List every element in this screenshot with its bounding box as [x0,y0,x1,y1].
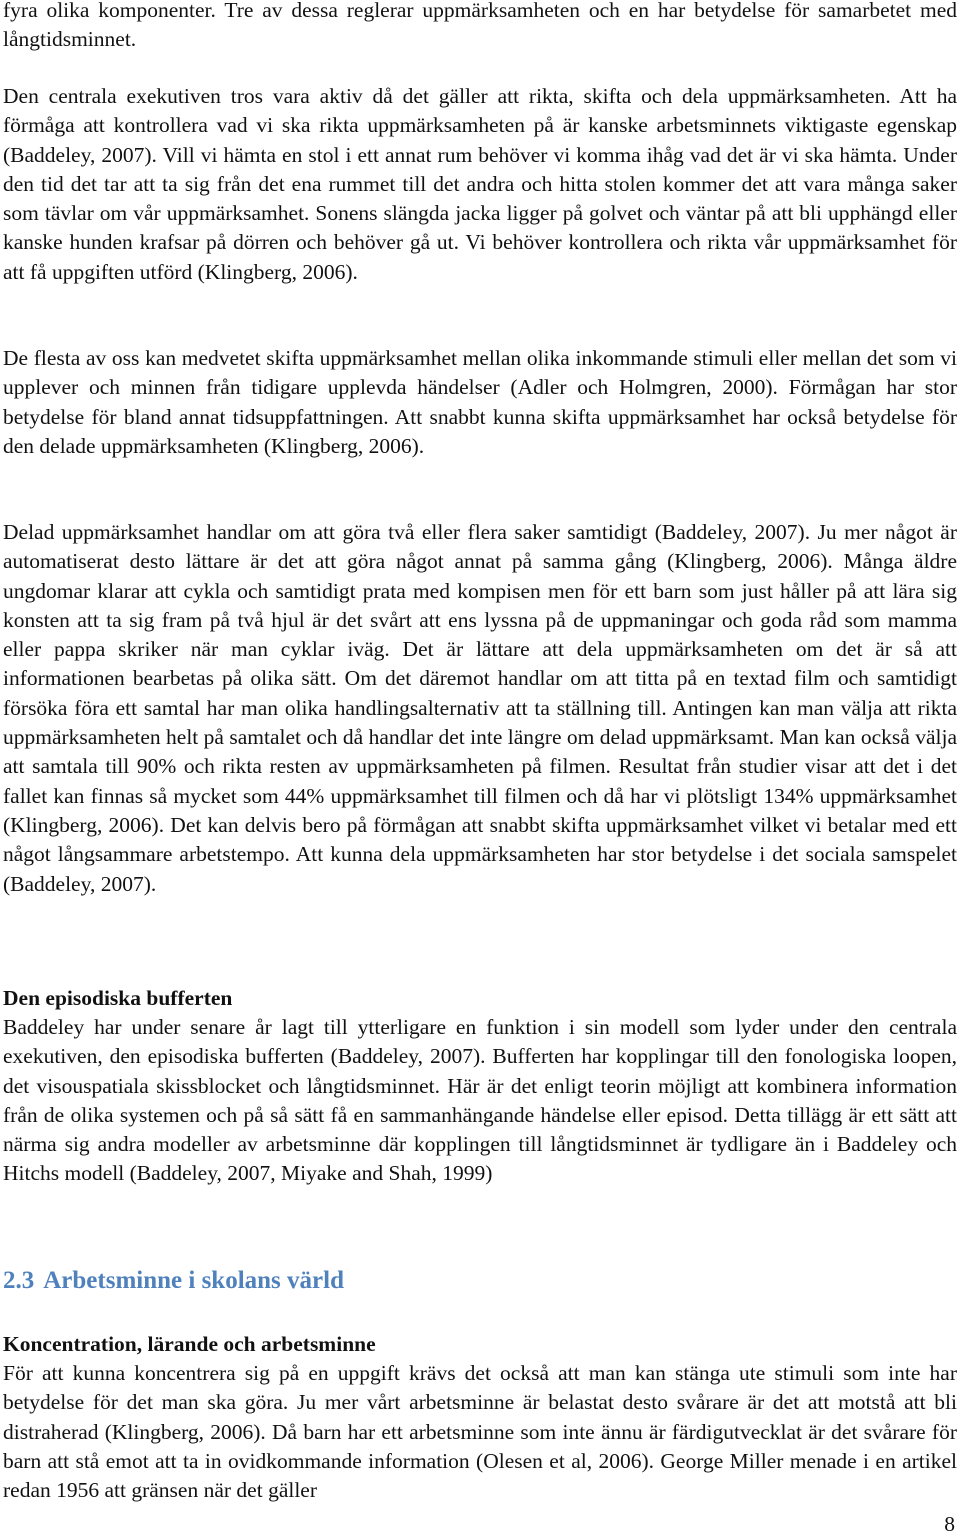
paragraph-intro: fyra olika komponenter. Tre av dessa reglerar uppmärksamheten och en har betydelse för samarbetet med långtidsminnet. [3,0,957,52]
section-heading [3,1264,344,1298]
paragraph-central-executive: Den centrala exekutiven tros vara aktiv då det gäller att rikta, skifta och dela uppmärksamheten. Att ha förmåga att kontrollera vad vi ska rikta uppmärksamheten på är kanske arbetsminnets viktigaste egenskap (Baddeley, 2007). Vill vi hämta en stol i ett annat rum behöver vi komma ihåg vad det är vi ska hämta. Under den tid det tar att ta sig från det ena rummet till det andra och hitta stolen kommer det att vara många saker som tävlar om vår uppmärksamhet. Sonens slängda jacka ligger på golvet och väntar på att bli upphängd eller kanske hunden krafsar på dörren och behöver gå ut. Vi behöver kontrollera och rikta vår uppmärksamhet för att få uppgiften utförd (Klingberg, 2006). [3,84,957,284]
section-title: Arbetsminne i skolans värld [43,1267,344,1294]
paragraph-shifting-attention: De flesta av oss kan medvetet skifta uppmärksamhet mellan olika inkommande stimuli eller mellan det som vi upplever och minnen från tidigare upplevda händelser (Adler och Holmgren, 2000). Förmågan har stor betydelse för bland annat tidsuppfattningen. Att snabbt kunna skifta uppmärksamhet har också betydelse för den delade uppmärksamheten (Klingberg, 2006). [3,346,957,458]
heading-episodic-buffer: Den episodiska bufferten [3,986,233,1010]
paragraph-divided-attention: Delad uppmärksamhet handlar om att göra två eller flera saker samtidigt (Baddeley, 2007). Ju mer något är automatiserat desto lättare är det att göra något annat på samma gång (Klingberg, 2006). Många äldre ungdomar klarar att cykla och samtidigt prata med kompisen men för ett barn som just håller på att lära sig konsten att ta sig fram på två hjul är det svårt att ens lyssna på de uppmaningar och goda råd som mamma eller pappa skriker när man cyklar iväg. Det är lättare att dela uppmärksamheten om det är så att informationen bearbetas på olika sätt. Om det däremot handlar om att titta på en textad film och samtidigt försöka föra ett samtal har man olika handlingsalternativ att ta ställning till. Antingen kan man välja att rikta uppmärksamheten helt på samtalet och då handlar det inte längre om delad uppmärksamt. Man kan också välja att samtala till 90% och rikta resten av uppmärksamheten på filmen. Resultat från studier visar att det i det fallet kan finnas så mycket som 44% uppmärksamhet till filmen och då har vi plötsligt 134% uppmärksamhet (Klingberg, 2006). Det kan delvis bero på förmågan att snabbt skifta uppmärksamhet vilket vi betalar med ett något långsammare arbetstempo. Att kunna dela uppmärksamheten har stor betydelse i det sociala samspelet (Baddeley, 2007). [3,520,957,896]
page-number: 8 [944,1512,955,1536]
paragraph-concentration: För att kunna koncentrera sig på en uppgift krävs det också att man kan stänga ute stimuli som inte har betydelse för det man ska göra. Ju mer vårt arbetsminne är belastat desto svårare är det att motstå att bli distraherad (Klingberg, 2006). Då barn har ett arbetsminne som inte ännu är färdigutvecklat är det svårare för barn att stå emot att ta in ovidkommande information (Olesen et al, 2006). George Miller menade i en artikel redan 1956 att gränsen när det gäller [3,1361,957,1503]
paragraph-episodic-buffer: Baddeley har under senare år lagt till ytterligare en funktion i sin modell som lyder under den centrala exekutiven, den episodiska bufferten (Baddeley, 2007). Bufferten har kopplingar till den fonologiska loopen, det visouspatiala skissblocket och långtidsminnet. Här är det enligt teorin möjligt att kombinera information från de olika systemen och på så sätt få en sammanhängande händelse eller episod. Detta tillägg är ett sätt att närma sig andra modeller av arbetsminne där kopplingen till långtidsminnet är tydligare än i Baddeley och Hitchs modell (Baddeley, 2007, Miyake and Shah, 1999) [3,1015,957,1186]
section-number: 2.3 [3,1267,35,1294]
heading-concentration: Koncentration, lärande och arbetsminne [3,1332,376,1356]
